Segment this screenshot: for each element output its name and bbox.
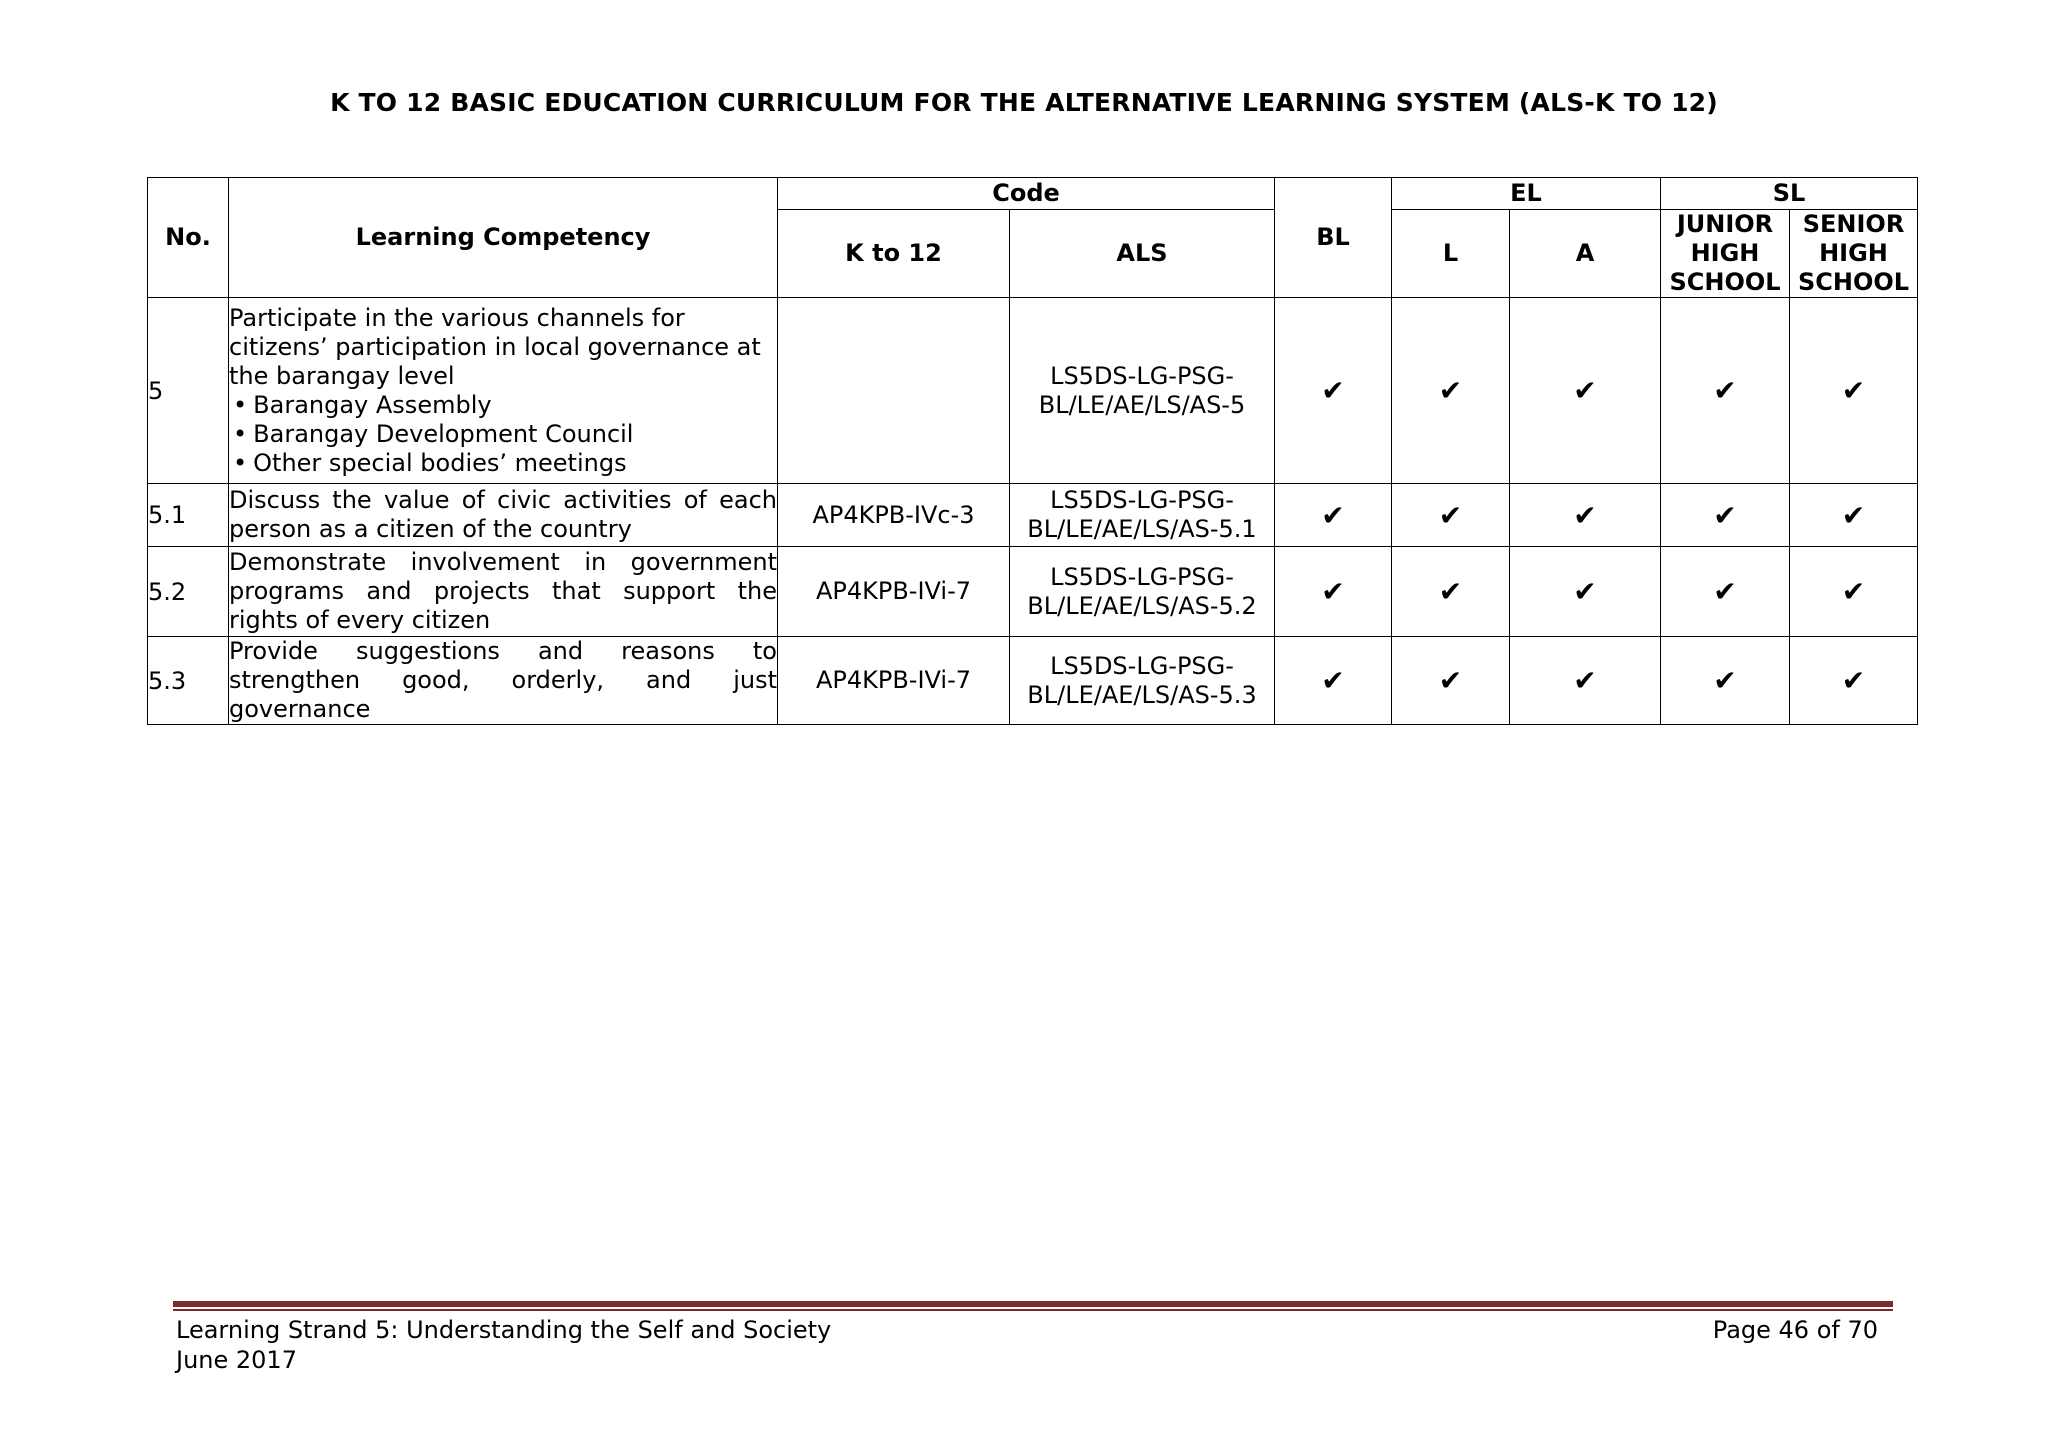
competency-text: Participate in the various channels for citizens’ participation in local governance at the barangay level — [229, 303, 761, 390]
header-row-1 — [148, 178, 1918, 210]
header-el: EL — [1392, 178, 1661, 210]
header-bl: BL — [1275, 178, 1392, 298]
check-mark-icon: ✔ — [1510, 484, 1661, 547]
footer-left — [176, 1315, 831, 1375]
check-mark-icon: ✔ — [1392, 484, 1510, 547]
check-mark-icon: ✔ — [1510, 547, 1661, 637]
check-mark-icon: ✔ — [1275, 637, 1392, 725]
check-mark-icon: ✔ — [1275, 484, 1392, 547]
als-code-cell: LS5DS-LG-PSG-BL/LE/AE/LS/AS-5 — [1010, 298, 1275, 484]
header-code: Code — [778, 178, 1275, 210]
header-k-to-12: K to 12 — [778, 210, 1010, 298]
header-junior-high-school: JUNIOR HIGH SCHOOL — [1661, 210, 1790, 298]
k12-code-cell: AP4KPB-IVi-7 — [778, 547, 1010, 637]
row-number: 5.3 — [148, 637, 229, 725]
check-mark-icon: ✔ — [1510, 637, 1661, 725]
table-row — [148, 637, 1918, 725]
bullet-item: • Barangay Development Council — [229, 420, 777, 449]
page-number: Page 46 of 70 — [1712, 1316, 1878, 1344]
check-mark-icon: ✔ — [1392, 298, 1510, 484]
header-a: A — [1510, 210, 1661, 298]
footer-divider-thin — [173, 1309, 1893, 1311]
als-code-cell: LS5DS-LG-PSG-BL/LE/AE/LS/AS-5.2 — [1010, 547, 1275, 637]
footer-strand: Learning Strand 5: Understanding the Self and Society — [176, 1316, 832, 1344]
check-mark-icon: ✔ — [1790, 298, 1918, 484]
check-mark-icon: ✔ — [1275, 547, 1392, 637]
table-row — [148, 298, 1918, 484]
header-no: No. — [148, 178, 229, 298]
check-mark-icon: ✔ — [1275, 298, 1392, 484]
check-mark-icon: ✔ — [1661, 484, 1790, 547]
row-number: 5.1 — [148, 484, 229, 547]
als-code-cell: LS5DS-LG-PSG-BL/LE/AE/LS/AS-5.3 — [1010, 637, 1275, 725]
competency-bullet-list — [229, 391, 777, 478]
check-mark-icon: ✔ — [1661, 298, 1790, 484]
check-mark-icon: ✔ — [1790, 547, 1918, 637]
header-sl: SL — [1661, 178, 1918, 210]
learning-competency-cell: Demonstrate involvement in government programs and projects that support the rights of every citizen — [229, 547, 778, 637]
learning-competency-cell — [229, 298, 778, 484]
header-als: ALS — [1010, 210, 1275, 298]
header-senior-high-school: SENIOR HIGH SCHOOL — [1790, 210, 1918, 298]
check-mark-icon: ✔ — [1661, 547, 1790, 637]
k12-code-cell: AP4KPB-IVi-7 — [778, 637, 1010, 725]
learning-competency-cell: Provide suggestions and reasons to strengthen good, orderly, and just governance — [229, 637, 777, 723]
check-mark-icon: ✔ — [1510, 298, 1661, 484]
row-number: 5 — [148, 298, 229, 484]
header-l: L — [1392, 210, 1510, 298]
table-row — [148, 547, 1918, 637]
k12-code-cell — [778, 298, 1010, 484]
check-mark-icon: ✔ — [1790, 484, 1918, 547]
footer-date: June 2017 — [176, 1346, 297, 1374]
bullet-item: • Other special bodies’ meetings — [229, 449, 777, 478]
curriculum-table — [147, 177, 1918, 725]
check-mark-icon: ✔ — [1392, 637, 1510, 725]
row-number: 5.2 — [148, 547, 229, 637]
check-mark-icon: ✔ — [1392, 547, 1510, 637]
header-learning-competency: Learning Competency — [229, 178, 778, 298]
table-row — [148, 484, 1918, 547]
check-mark-icon: ✔ — [1661, 637, 1790, 725]
document-title: K TO 12 BASIC EDUCATION CURRICULUM FOR THE ALTERNATIVE LEARNING SYSTEM (ALS-K TO 12) — [330, 88, 1718, 117]
learning-competency-cell: Discuss the value of civic activities of each person as a citizen of the country — [229, 484, 778, 547]
footer-divider — [173, 1301, 1893, 1307]
bullet-item: • Barangay Assembly — [229, 391, 777, 420]
als-code-cell: LS5DS-LG-PSG-BL/LE/AE/LS/AS-5.1 — [1010, 484, 1275, 547]
check-mark-icon: ✔ — [1790, 637, 1918, 725]
k12-code-cell: AP4KPB-IVc-3 — [778, 484, 1010, 547]
